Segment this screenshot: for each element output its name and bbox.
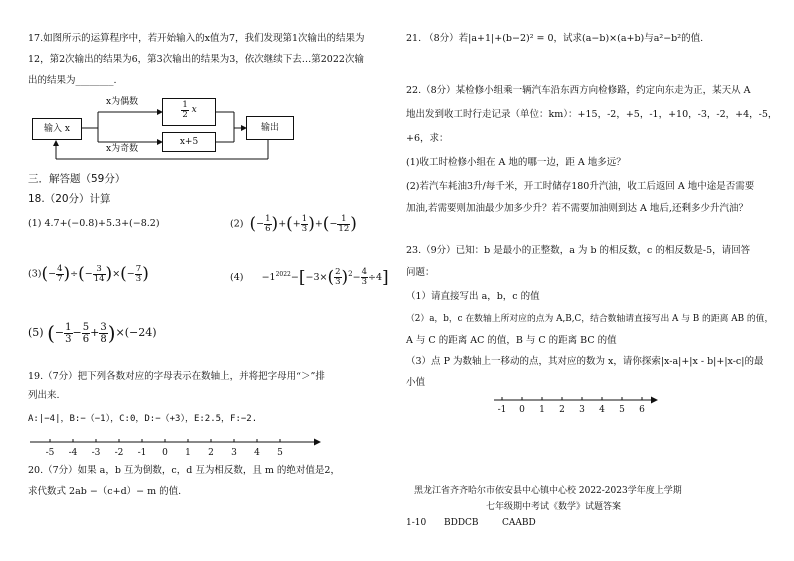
- axis-1-tick-label: -5: [45, 448, 55, 458]
- q20-line1: 20.（7分）如果 a，b 互为倒数，c，d 互为相反数，且 m 的绝对值是2，: [28, 465, 340, 476]
- axis-1-tick-label: 2: [208, 448, 214, 458]
- answers-second: CAABD: [502, 518, 536, 528]
- flowchart: [28, 96, 328, 164]
- q17-line1: 17.如图所示的运算程序中，若开始输入的x值为7，我们发现第1次输出的结果为: [28, 33, 365, 44]
- axis-1-tick-label: 3: [231, 448, 237, 458]
- q23-line4: （2）a，b，c 在数轴上所对应的点为 A,B,C，结合数轴请直接写出 A 与 B 的距离 AB 的值，: [406, 314, 774, 324]
- axis-1-tick-label: -1: [137, 448, 147, 458]
- q18-part3: (3)(− $\frac{4}{7}$ )÷(− $\frac{3}{14}$ )×(− $\frac{7}{3}$ ): [28, 263, 149, 284]
- q22-line6: 加油,若需要则加油最少加多少升？若不需要加油则到达 A 地后,还剩多少升汽油？: [406, 203, 748, 214]
- q23-line3: （1）请直接写出 a，b，c 的值: [406, 291, 540, 302]
- axis-1-tick-label: -2: [114, 448, 124, 458]
- q19-values: A:|−4|，B:−（−1），C:0，D:−（+3），E:2.5，F:−2.: [28, 414, 258, 424]
- q18-part2: (2) (− $\frac{1}{6}$ )+(+ $\frac{1}{3}$ )+(− $\frac{1}{12}$ ): [230, 213, 357, 234]
- q23-line7: 小值: [406, 377, 426, 388]
- number-line-1: [28, 432, 328, 458]
- q18-part5: (5) (− $\frac{1}{3}$ − $\frac{5}{6}$ + $\frac{3}{8}$ )×(−24): [28, 321, 157, 345]
- q23-line5: A 与 C 的距离 AC 的值，B 与 C 的距离 BC 的值: [406, 335, 617, 346]
- q18-part4: (4) $-1^{2022}-[-3\times$( $\frac{2}{3}$ )$^2$− $\frac{4}{3}$ ÷4]: [230, 267, 389, 288]
- q18-part1: (1) 4.7+(−0.8)+5.3+(−8.2): [28, 218, 160, 229]
- q17-line3: 出的结果为________.: [28, 75, 117, 86]
- axis-2-tick-label: 0: [519, 405, 525, 415]
- axis-2-tick-label: 3: [579, 405, 585, 415]
- odd-label: x为奇数: [106, 144, 139, 154]
- q22-line5: (2)若汽车耗油3升/每千米，开工时储存180升汽油，收工后返回 A 地中途是否需要: [406, 181, 755, 192]
- axis-1-tick-label: 0: [162, 448, 168, 458]
- axis-2-tick-label: -1: [497, 405, 507, 415]
- q20-line2: 求代数式 2ab −（c+d）− m 的值.: [28, 486, 182, 497]
- half-box: [162, 98, 216, 126]
- axis-2-tick-label: 4: [599, 405, 605, 415]
- axis-2-tick-label: 6: [639, 405, 645, 415]
- axis-1-tick-label: -4: [68, 448, 78, 458]
- q17-line2: 12，第2次输出的结果为6，第3次输出的结果为3，依次继续下去…第2022次输: [28, 54, 364, 65]
- even-label: x为偶数: [106, 97, 139, 107]
- plus5-box: x+5: [162, 132, 216, 152]
- input-box: 输入 x: [32, 118, 82, 140]
- q22-line4: (1)收工时检修小组在 A 地的哪一边，距 A 地多远？: [406, 157, 626, 168]
- answers-label: 1-10: [406, 518, 427, 528]
- q22-line1: 22.（8分）某检修小组乘一辆汽车沿东西方向检修路，约定向东走为正，某天从 A: [406, 85, 751, 96]
- axis-2-tick-label: 2: [559, 405, 565, 415]
- q21: 21. （8分）若|a+1|+(b−2)² = 0，试求(a−b)×(a+b)与a²−b²的值.: [406, 33, 704, 44]
- q19-line1: 19.（7分）把下列各数对应的字母表示在数轴上，并将把字母用“＞”排: [28, 371, 325, 382]
- answers-first: BDDCB: [444, 518, 479, 528]
- axis-1-tick-label: 4: [254, 448, 260, 458]
- axis-1-tick-label: 5: [277, 448, 283, 458]
- number-line-2: [492, 392, 752, 416]
- q23-line6: （3）点 P 为数轴上一移动的点，其对应的数为 x，请你探索|x-a|+|x - b|+|x-c|的最: [406, 356, 764, 367]
- section-3-heading: 三．解答题（59分）: [28, 173, 126, 185]
- q23-line1: 23.（9分）已知：b 是最小的正整数，a 为 b 的相反数，c 的相反数是-5，请回答: [406, 245, 751, 256]
- output-box: 输出: [246, 116, 294, 140]
- footer-school-line: 黑龙江省齐齐哈尔市依安县中心镇中心校 2022-2023学年度上学期: [414, 486, 682, 496]
- half-var: x: [191, 105, 197, 115]
- axis-2-tick-label: 5: [619, 405, 625, 415]
- q23-line2: 问题：: [406, 267, 435, 278]
- half-fraction: $\frac{1}{2}$: [182, 100, 188, 120]
- axis-2-tick-label: 1: [539, 405, 545, 415]
- axis-1-tick-label: 1: [185, 448, 191, 458]
- axis-1-tick-label: -3: [91, 448, 101, 458]
- q18-title: 18.（20分）计算: [28, 193, 111, 205]
- footer-title-line: 七年级期中考试《数学》试题答案: [486, 502, 622, 512]
- q22-line2: 地出发到收工时行走记录（单位：km）：+15，-2，+5，-1，+10，-3，-2，+4，-5，: [406, 109, 778, 120]
- q19-line2: 列出来.: [28, 390, 60, 401]
- q22-line3: +6，求：: [406, 133, 449, 144]
